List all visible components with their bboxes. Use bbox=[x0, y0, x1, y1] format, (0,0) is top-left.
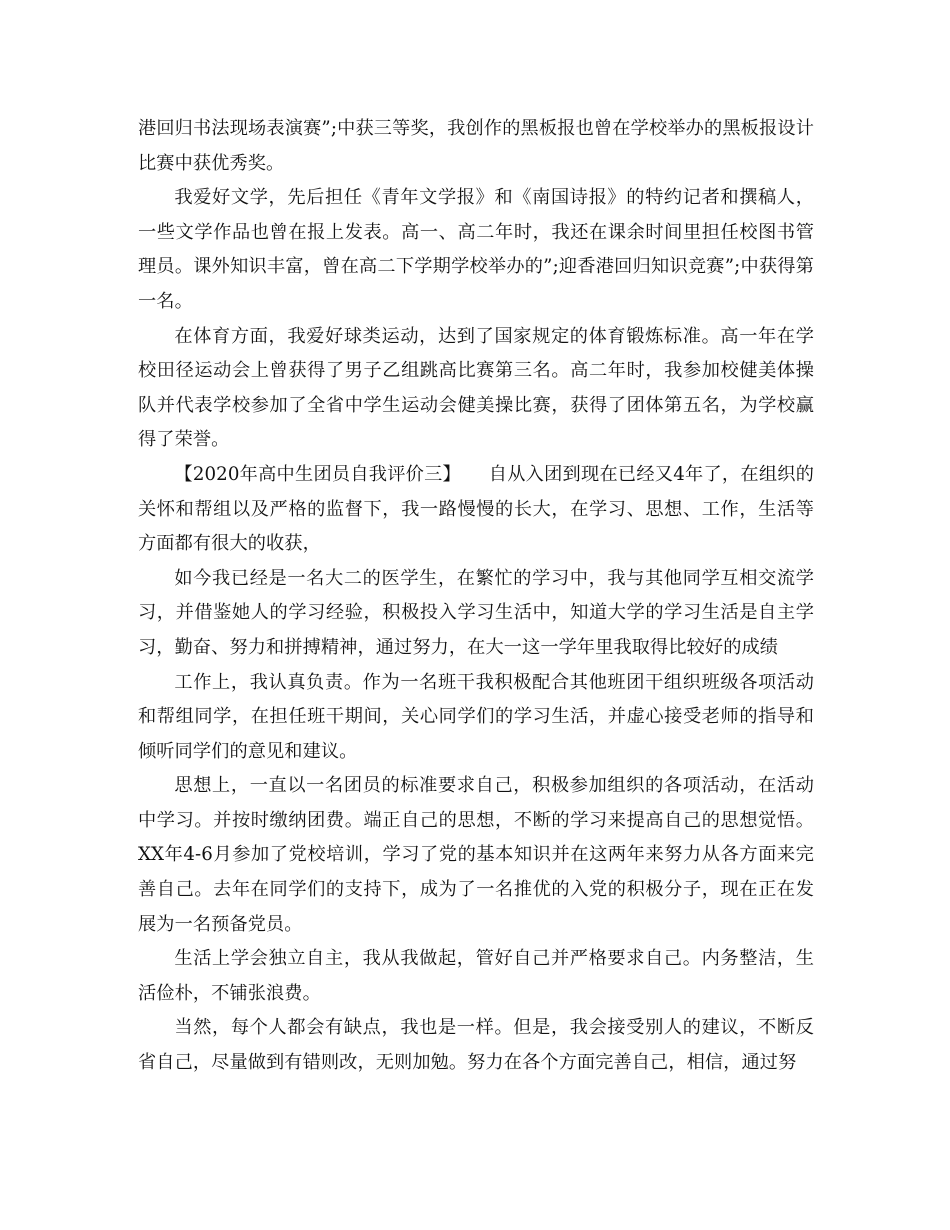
paragraph-9: 当然，每个人都会有缺点，我也是一样。但是，我会接受别人的建议，不断反省自己，尽量做到有错则改，无则加勉。努力在各个方面完善自己，相信，通过努 bbox=[138, 1017, 814, 1074]
paragraph-6: 工作上，我认真负责。作为一名班干我积极配合其他班团干组织班级各项活动和帮组同学，在担任班干期间，关心同学们的学习生活，并虚心接受老师的指导和倾听同学们的意见和建议。 bbox=[138, 671, 814, 762]
paragraph-3: 在体育方面，我爱好球类运动，达到了国家规定的体育锻炼标准。高一年在学校田径运动会上曾获得了男子乙组跳高比赛第三名。高二年时，我参加校健美体操队并代表学校参加了全省中学生运动会健美操比赛，获得了团体第五名，为学校赢得了荣誉。 bbox=[138, 325, 814, 451]
paragraph-4: 【2020年高中生团员自我评价三】 自从入团到现在已经又4年了，在组织的关怀和帮组以及严格的监督下，我一路慢慢的长大，在学习、思想、工作，生活等方面都有很大的收获， bbox=[138, 463, 814, 555]
paragraph-7: 思想上，一直以一名团员的标准要求自己，积极参加组织的各项活动，在活动中学习。并按时缴纳团费。端正自己的思想，不断的学习来提高自己的思想觉悟。XX年4-6月参加了党校培训，学习了党的基本知识并在这两年来努力从各方面来完善自己。去年在同学们的支持下，成为了一名推优的入党的积极分子，现在正在发展为一名预备党员。 bbox=[138, 775, 814, 935]
paragraph-5: 如今我已经是一名大二的医学生，在繁忙的学习中，我与其他同学互相交流学习，并借鉴她人的学习经验，积极投入学习生活中，知道大学的学习生活是自主学习，勤奋、努力和拼搏精神，通过努力，在大一这一学年里我取得比较好的成绩 bbox=[138, 567, 814, 658]
paragraph-2: 我爱好文学，先后担任《青年文学报》和《南国诗报》的特约记者和撰稿人，一些文学作品也曾在报上发表。高一、高二年时，我还在课余时间里担任校图书管理员。课外知识丰富，曾在高二下学期学校举办的”;迎香港回归知识竞赛”;中获得第一名。 bbox=[138, 187, 814, 312]
document-body bbox=[138, 112, 814, 1081]
paragraph-8: 生活上学会独立自主，我从我做起，管好自己并严格要求自己。内务整洁，生活俭朴，不铺张浪费。 bbox=[138, 948, 814, 1004]
paragraph-1: 港回归书法现场表演赛”;中获三等奖，我创作的黑板报也曾在学校举办的黑板报设计比赛中获优秀奖。 bbox=[138, 118, 814, 174]
